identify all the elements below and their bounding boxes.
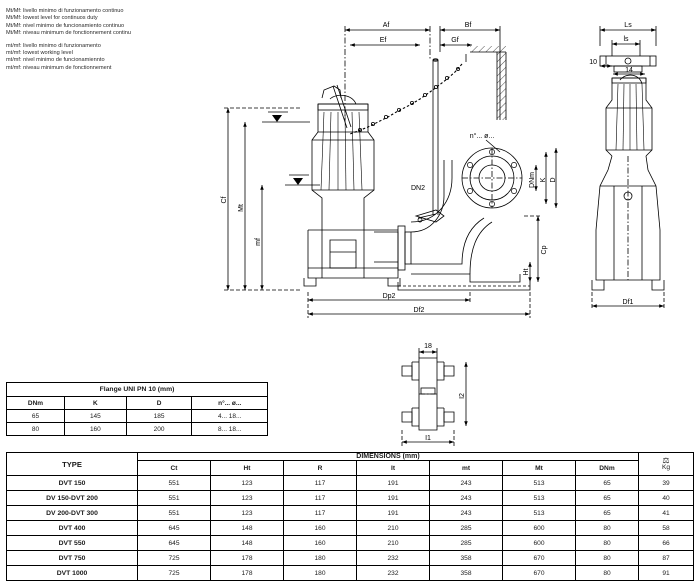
cell: 178 [211, 551, 284, 566]
cell: 358 [430, 551, 503, 566]
table-row [7, 491, 694, 506]
cell-kg: 40 [639, 491, 694, 506]
col-header-mt-cap: Mt [503, 461, 576, 476]
cell: 600 [503, 521, 576, 536]
label-dn2: DN2 [410, 185, 426, 192]
kg-label: Kg [661, 464, 671, 471]
cell: 513 [503, 491, 576, 506]
label-18: 18 [424, 343, 432, 350]
cell: 243 [430, 506, 503, 521]
label-14: 14 [625, 67, 633, 74]
cell: 670 [503, 566, 576, 581]
col-header-dimensions: DIMENSIONS (mm) [138, 453, 639, 461]
cell: 80 [576, 536, 639, 551]
col-header-type: TYPE [7, 453, 138, 476]
label-d: D [550, 177, 557, 183]
flange-table-title: Flange UNI PN 10 (mm) [7, 383, 268, 397]
label-gf: Gf [451, 37, 459, 44]
cell: 551 [138, 506, 211, 521]
label-ht: Ht [523, 268, 530, 276]
label-k: K [540, 177, 547, 183]
col-header-dnm: DNm [7, 397, 65, 410]
cell: 285 [430, 521, 503, 536]
cell: 65 [576, 506, 639, 521]
cell: 725 [138, 566, 211, 581]
label-cp: Cp [541, 245, 548, 255]
cell: 148 [211, 536, 284, 551]
legend-line: mt/mf: lowest working level [6, 50, 73, 57]
legend-line: Mt/Mf: livello minimo di funzionamento continuo [6, 8, 124, 14]
label-10: 10 [589, 59, 597, 66]
label-bf: Bf [464, 22, 472, 29]
legend-line: Mt/Mf: niveau minimum de fonctionnement continu [6, 30, 131, 37]
col-header-it: It [357, 461, 430, 476]
cell-type: DVT 750 [7, 551, 138, 566]
cell: 178 [211, 566, 284, 581]
cell: 232 [357, 566, 430, 581]
cell: 551 [138, 491, 211, 506]
table-row [7, 383, 268, 397]
label-n-phi: n°... ø... [469, 133, 495, 140]
cell: 180 [284, 566, 357, 581]
cell: 243 [430, 476, 503, 491]
label-i2: I2 [459, 393, 466, 399]
label-af: Af [382, 22, 390, 29]
legend-line: Mt/Mf: nivel minimo de funcionamiento continuo [6, 22, 125, 29]
cell: 65 [7, 410, 65, 423]
label-ls: Ls [624, 22, 632, 29]
cell: 160 [64, 423, 126, 436]
cell: 513 [503, 476, 576, 491]
flange-table [6, 382, 268, 436]
label-df1: Df1 [622, 299, 634, 306]
label-df2: Df2 [413, 307, 425, 314]
cell: 243 [430, 491, 503, 506]
cell: 80 [576, 551, 639, 566]
cell: 191 [357, 491, 430, 506]
label-mf: mf [255, 238, 262, 246]
cell: 8... 18... [192, 423, 268, 436]
col-header-n-phi: n°... ø... [192, 397, 268, 410]
cell: 123 [211, 476, 284, 491]
cell: 191 [357, 476, 430, 491]
col-header-ct: Ct [138, 461, 211, 476]
table-row [7, 453, 694, 461]
cell: 160 [284, 521, 357, 536]
table-row [7, 410, 268, 423]
weight-icon: ⚖ [662, 456, 670, 465]
cell: 513 [503, 506, 576, 521]
cell: 358 [430, 566, 503, 581]
cell-type: DV 200-DVT 300 [7, 506, 138, 521]
cell: 670 [503, 551, 576, 566]
legend-line: Mt/Mf: lowest level for continuos duty [6, 15, 98, 22]
col-header-d: D [126, 397, 192, 410]
table-row [7, 423, 268, 436]
label-cf: Cf [221, 196, 228, 204]
cell: 180 [284, 551, 357, 566]
cell: 148 [211, 521, 284, 536]
cell: 123 [211, 506, 284, 521]
col-header-dnm: DNm [576, 461, 639, 476]
cell: 600 [503, 536, 576, 551]
label-i1: I1 [425, 435, 431, 442]
cell-kg: 87 [639, 551, 694, 566]
cell: 200 [126, 423, 192, 436]
cell: 80 [576, 521, 639, 536]
cell-type: DVT 1000 [7, 566, 138, 581]
dimensions-table [6, 452, 694, 581]
cell-kg: 91 [639, 566, 694, 581]
table-row [7, 566, 694, 581]
cell-kg: 66 [639, 536, 694, 551]
label-mt: Mt [238, 204, 245, 212]
cell: 160 [284, 536, 357, 551]
legend-line: mt/mf: livello minimo di funzionamento [6, 42, 101, 49]
cell: 645 [138, 536, 211, 551]
legend-line: mt/mf: niveau minimum de fonctionnement [6, 64, 112, 71]
label-ls-small: ls [623, 36, 629, 43]
cell: 210 [357, 536, 430, 551]
cell: 285 [430, 536, 503, 551]
cell-type: DVT 400 [7, 521, 138, 536]
cell: 145 [64, 410, 126, 423]
col-header-kg [639, 453, 694, 476]
cell: 117 [284, 506, 357, 521]
cell: 232 [357, 551, 430, 566]
cell: 80 [7, 423, 65, 436]
table-row [7, 536, 694, 551]
cell: 4... 18... [192, 410, 268, 423]
col-header-r: R [284, 461, 357, 476]
label-dp2: Dp2 [382, 293, 396, 300]
col-header-ht: Ht [211, 461, 284, 476]
cell: 645 [138, 521, 211, 536]
cell: 65 [576, 476, 639, 491]
cell-type: DVT 150 [7, 476, 138, 491]
cell: 551 [138, 476, 211, 491]
cell: 210 [357, 521, 430, 536]
legend-line: mt/mf: nivel minimo de funcionamiennto [6, 57, 105, 64]
col-header-mt: mt [430, 461, 503, 476]
cell: 80 [576, 566, 639, 581]
cell-kg: 41 [639, 506, 694, 521]
cell-type: DVT 550 [7, 536, 138, 551]
cell: 191 [357, 506, 430, 521]
table-row [7, 397, 268, 410]
cell: 185 [126, 410, 192, 423]
cell-type: DV 150-DVT 200 [7, 491, 138, 506]
cell-kg: 39 [639, 476, 694, 491]
cell: 725 [138, 551, 211, 566]
table-row [7, 476, 694, 491]
table-row [7, 506, 694, 521]
table-row [7, 551, 694, 566]
label-ef: Ef [379, 37, 387, 44]
cell: 65 [576, 491, 639, 506]
cell: 117 [284, 476, 357, 491]
table-row [7, 521, 694, 536]
cell-kg: 58 [639, 521, 694, 536]
cell: 117 [284, 491, 357, 506]
label-dnm: DNm [529, 172, 536, 188]
cell: 123 [211, 491, 284, 506]
col-header-k: K [64, 397, 126, 410]
